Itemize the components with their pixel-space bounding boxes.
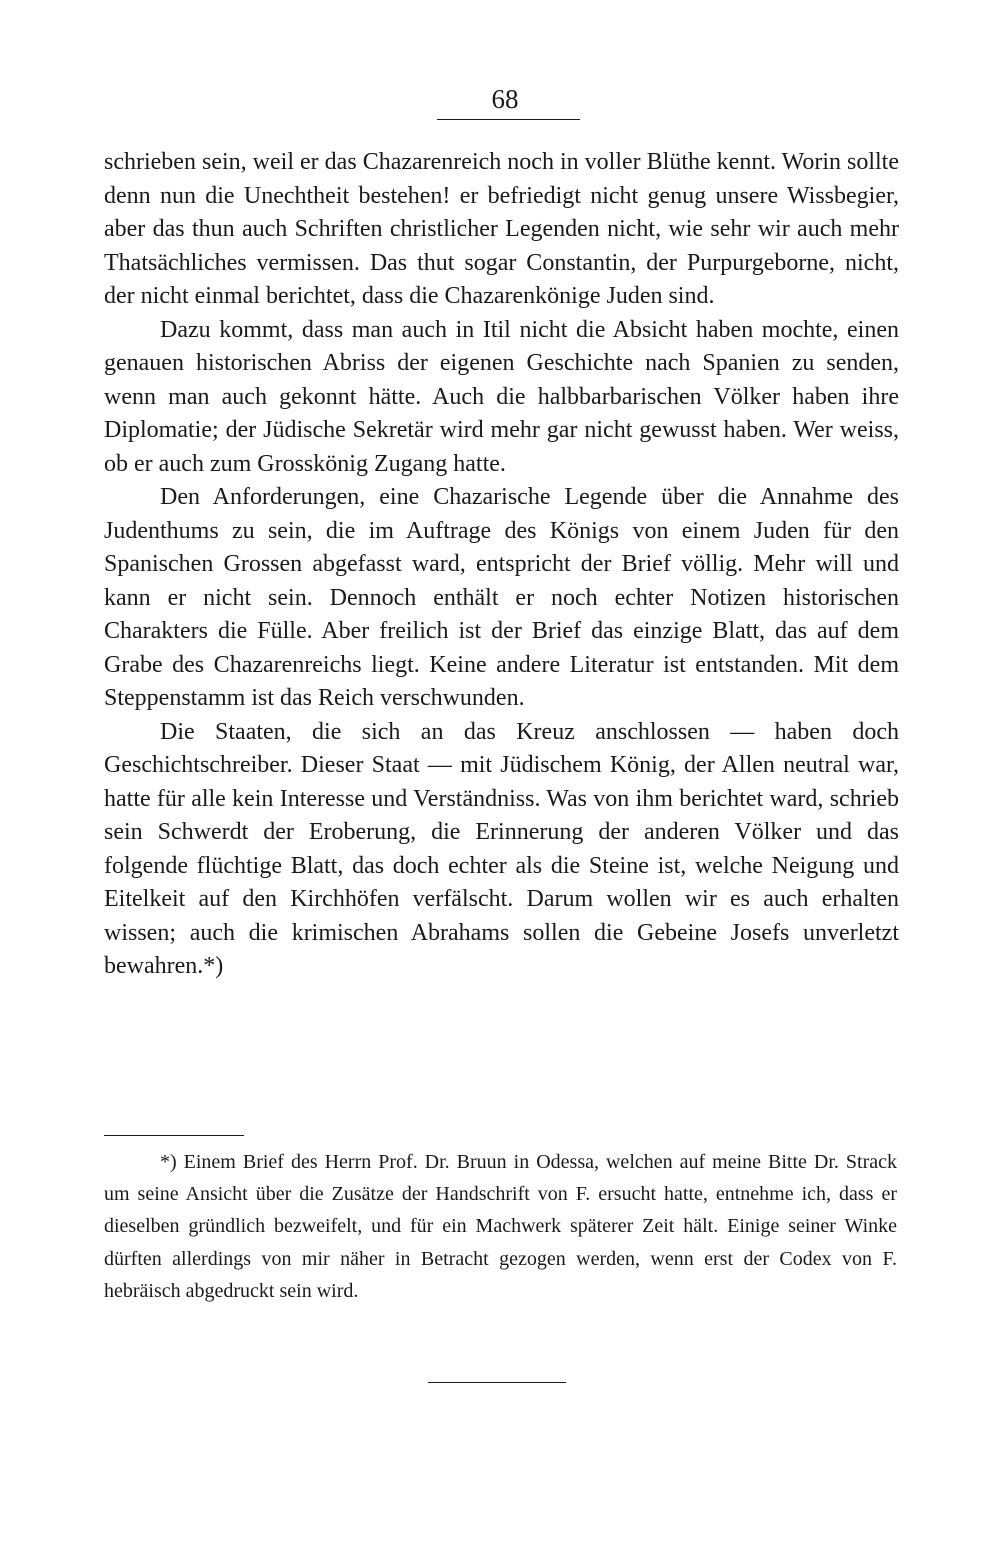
header-rule [437, 119, 580, 120]
paragraph: Die Staaten, die sich an das Kreuz anschlossen — haben doch Geschichtschreiber. Dieser Staat — mit Jüdischem König, der Allen neutral war, hatte für alle kein Interesse und Verständniss. Was von ihm berichtet ward, schrieb sein Schwerdt der Eroberung, die Erinnerung der anderen Völker und das folgende flüchtige Blatt, das doch echter als die Steine ist, welche Neigung und Eitelkeit auf den Kirchhöfen verfälscht. Darum wollen wir es auch erhalten wissen; auch die krimischen Abrahams sollen die Gebeine Josefs unverletzt bewahren.*) [104, 718, 899, 979]
page-number: 68 [491, 84, 519, 114]
paragraph: Dazu kommt, dass man auch in Itil nicht die Absicht haben mochte, einen genauen historischen Abriss der eigenen Geschichte nach Spanien zu senden, wenn man auch gekonnt hätte. Auch die halbbarbarischen Völker haben ihre Diplomatie; der Jüdische Sekretär wird mehr gar nicht gewusst haben. Wer weiss, ob er auch zum Grosskönig Zugang hatte. [104, 316, 899, 477]
paragraph-continuation: schrieben sein, weil er das Chazarenreich noch in voller Blüthe kennt. Worin sollte denn nun die Unechtheit bestehen! er befriedigt nicht genug unsere Wissbegier, aber das thun auch Schriften christlicher Legenden nicht, wie sehr wir auch mehr Thatsächliches vermissen. Das thut sogar Constantin, der Purpurgeborne, nicht, der nicht einmal berichtet, dass die Chazarenkönige Juden sind. [104, 149, 899, 309]
footnote-rule [104, 1135, 244, 1136]
body-text [104, 146, 899, 984]
paragraph: Den Anforderungen, eine Chazarische Legende über die Annahme des Judenthums zu sein, die im Auftrage des Königs von einem Juden für den Spanischen Grossen abgefasst ward, entspricht der Brief völlig. Mehr will und kann er nicht sein. Dennoch enthält er noch echter Notizen historischen Charakters die Fülle. Aber freilich ist der Brief das einzige Blatt, das auf dem Grabe des Chazarenreichs liegt. Keine andere Literatur ist entstanden. Mit dem Steppenstamm ist das Reich verschwunden. [104, 484, 899, 711]
end-rule [428, 1382, 566, 1383]
footnote: *) Einem Brief des Herrn Prof. Dr. Bruun in Odessa, welchen auf meine Bitte Dr. Strack um seine Ansicht über die Zusätze der Handschrift von F. ersucht hatte, entnehme ich, dass er dieselben gründlich bezweifelt, und für ein Machwerk späterer Zeit hält. Einige seiner Winke dürften allerdings von mir näher in Betracht gezogen werden, wenn erst der Codex von F. hebräisch abgedruckt sein wird. [104, 1151, 897, 1302]
